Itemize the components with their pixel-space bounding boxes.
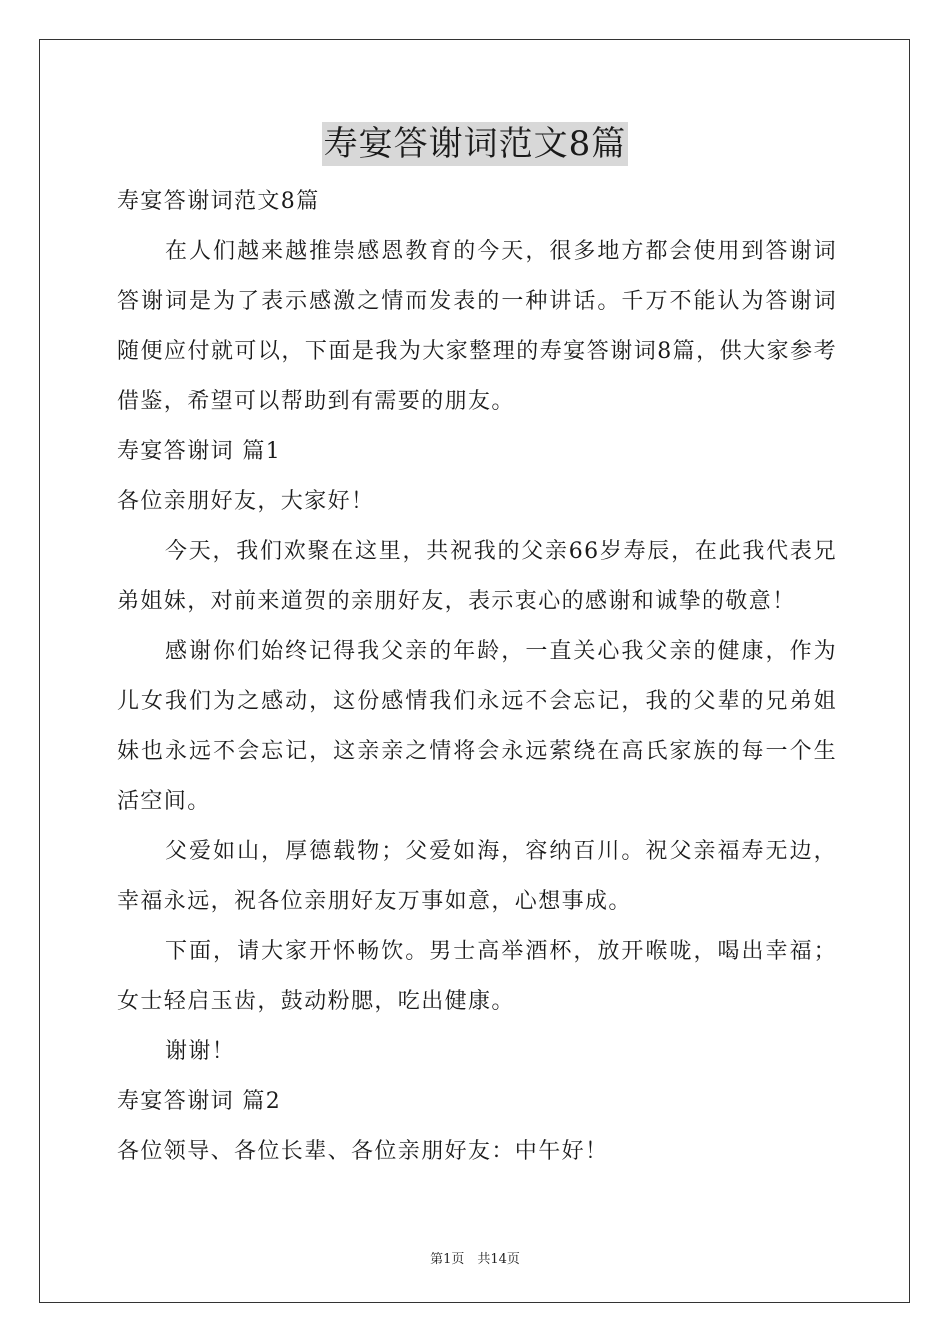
section-2-greeting: 各位领导、各位长辈、各位亲朋好友：中午好！ — [117, 1139, 609, 1164]
section-1-paragraph: 感谢你们始终记得我父亲的年龄，一直关心我父亲的健康，作为儿女我们为之感动，这份感情我们永远不会忘记，我的父辈的兄弟姐妹也永远不会忘记，这亲亲之情将会永远萦绕在高氏家族的每一个生活空间。 — [117, 639, 837, 814]
section-1-greeting: 各位亲朋好友，大家好！ — [117, 489, 375, 514]
document-title: 寿宴答谢词范文8篇 — [323, 124, 627, 164]
section-1-heading: 寿宴答谢词 篇1 — [117, 439, 282, 464]
intro-paragraph: 在人们越来越推崇感恩教育的今天，很多地方都会使用到答谢词答谢词是为了表示感激之情而发表的一种讲话。千万不能认为答谢词随便应付就可以，下面是我为大家整理的寿宴答谢词8篇，供大家参考借鉴，希望可以帮助到有需要的朋友。 — [117, 239, 837, 414]
document-body — [117, 177, 837, 1177]
section-1-paragraph: 下面，请大家开怀畅饮。男士高举酒杯，放开喉咙，喝出幸福；女士轻启玉齿，鼓动粉腮，吃出健康。 — [117, 939, 837, 1014]
page-footer — [0, 1248, 950, 1267]
section-1-paragraph: 父爱如山，厚德载物；父爱如海，容纳百川。祝父亲福寿无边，幸福永远，祝各位亲朋好友万事如意，心想事成。 — [117, 839, 837, 914]
document-subtitle: 寿宴答谢词范文8篇 — [117, 189, 320, 214]
title-container — [0, 122, 950, 166]
section-1-paragraph: 今天，我们欢聚在这里，共祝我的父亲66岁寿辰，在此我代表兄弟姐妹，对前来道贺的亲朋好友，表示衷心的感谢和诚挚的敬意！ — [117, 539, 837, 614]
page-number-label: 第1页 共14页 — [430, 1252, 520, 1267]
section-1-closing: 谢谢！ — [165, 1039, 236, 1064]
section-2-heading: 寿宴答谢词 篇2 — [117, 1089, 282, 1114]
